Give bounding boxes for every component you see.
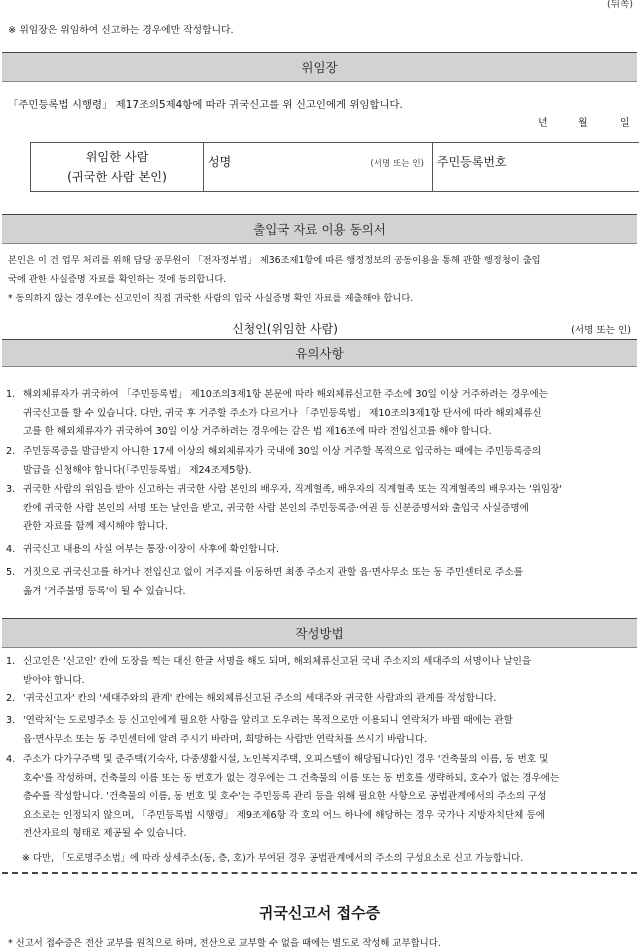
howto-item-3 [6,712,631,749]
consent-line-1: 본인은 이 건 업무 처리를 위해 담당 공무원이 「전자정부법」 제36조제1항에 따른 행정정보의 공동이용을 통해 관할 행정청이 출입 [8,252,631,269]
delegation-section-title [2,52,637,82]
note-item-3-line-2: 칸에 귀국한 사람 본인의 서명 또는 날인을 받고, 귀국한 사람 본인의 주민등록증·여권 등 신분증명서와 출입국 사실증명에 [23,500,631,519]
howto-section-title [2,618,637,648]
howto-item-2 [6,690,631,709]
howto-item-4-num: 4. [6,751,15,770]
delegation-statement: 「주민등록법 시행령」 제17조의5제4항에 따라 귀국신고를 위 신고인에게 위임합니다. [8,96,403,111]
note-item-3-line-1: 귀국한 사람의 위임을 받아 신고하는 귀국한 사람 본인의 배우자, 직계혈족, 배우자의 직계혈족 또는 직계혈족의 배우자는 '위임장' [23,481,631,500]
date-month: 월 [578,114,588,129]
howto-item-4-line-5: 전산자료의 형태로 제공될 수 있습니다. [23,825,631,844]
note-item-4-line-1: 귀국신고 내용의 사실 여부는 통장·이장이 사후에 확인합니다. [23,541,631,560]
applicant-sign-hint[interactable]: (서명 또는 인) [571,322,631,336]
howto-item-4-line-2: 호수'를 작성하며, 건축물의 이름 또는 동 번호가 없는 경우에는 그 건축물의 이름 또는 동 번호를 생략하되, 호수가 없는 경우에는 [23,770,631,789]
note-item-5 [6,564,631,601]
delegator-label-cell [31,143,204,192]
note-item-3-line-3: 관한 자료를 함께 제시해야 합니다. [23,518,631,537]
note-item-2-line-2: 발급을 신청해야 합니다(「주민등록법」 제24조제5항). [23,462,631,481]
delegator-name-cell[interactable] [204,143,433,192]
delegator-table [30,142,639,192]
consent-line-2: 국에 관한 사실증명 자료를 확인하는 것에 동의합니다. [8,271,631,288]
howto-item-4-line-4: 요소로는 인정되지 않으며, 「주민등록법 시행령」 제9조제6항 각 호의 어느 하나에 해당하는 경우 국가나 지방자치단체 등에 [23,807,631,826]
note-item-5-num: 5. [6,564,15,583]
id-label: 주민등록번호 [437,153,507,170]
note-item-1-num: 1. [6,386,15,405]
howto-item-2-num: 2. [6,690,15,709]
date-year: 년 [538,114,548,129]
howto-item-1-line-2: 받아야 합니다. [23,672,631,691]
howto-item-1-num: 1. [6,653,15,672]
consent-title: 출입국 자료 이용 동의서 [253,220,386,238]
note-item-3 [6,481,631,537]
howto-item-4-line-1: 주소가 다가구주택 및 준주택(기숙사, 다중생활시설, 노인복지주택, 오피스텔이 해당됩니다)인 경우 '건축물의 이름, 동 번호 및 [23,751,631,770]
cut-line [2,872,637,874]
howto-item-1-line-1: 신고인은 '신고인' 칸에 도장을 찍는 대신 한글 서명을 해도 되며, 해외체류신고된 국내 주소지의 세대주의 서명이나 날인을 [23,653,631,672]
date-day: 일 [620,114,630,129]
consent-section-title [2,214,637,244]
receipt-note: * 신고서 접수증은 전산 교부를 원칙으로 하며, 전산으로 교부할 수 없을 때에는 별도로 작성해 교부합니다. [8,935,441,949]
howto-title: 작성방법 [295,624,343,642]
delegator-id-cell[interactable] [433,143,639,192]
howto-item-3-num: 3. [6,712,15,731]
delegator-sublabel: (귀국한 사람 본인) [32,167,202,187]
signature-hint: (서명 또는 인) [370,157,424,169]
page-side-label: (뒤쪽) [607,0,633,10]
receipt-title: 귀국신고서 접수증 [0,902,639,923]
note-item-2 [6,443,631,480]
note-item-4 [6,541,631,560]
note-item-2-num: 2. [6,443,15,462]
delegation-title: 위임장 [301,58,337,76]
howto-item-3-line-1: '연락처'는 도로명주소 등 신고인에게 필요한 사항을 알리고 도우려는 목적으로만 이용되니 연락처가 바뀔 때에는 관할 [23,712,631,731]
consent-line-3: * 동의하지 않는 경우에는 신고인이 직접 귀국한 사람의 입국 사실증명 확인 자료를 제출해야 합니다. [8,290,631,307]
note-item-1-line-1: 해외체류자가 귀국하여 「주민등록법」 제10조의3제1항 본문에 따라 해외체류신고한 주소에 30일 이상 거주하려는 경우에는 [23,386,631,405]
note-item-1 [6,386,631,442]
howto-item-4-line-3: 층수를 작성합니다. '건축물의 이름, 동 번호 및 호수'는 주민등록 관리 등을 위해 필요한 사항으로 공법관계에서의 주소의 구성 [23,788,631,807]
note-item-4-num: 4. [6,541,15,560]
howto-item-2-line-1: '귀국신고자' 칸의 '세대주와의 관계' 칸에는 해외체류신고된 주소의 세대주와 귀국한 사람과의 관계를 작성합니다. [23,690,631,709]
delegator-label: 위임한 사람 [32,147,202,167]
delegation-note: ※ 위임장은 위임하여 신고하는 경우에만 작성합니다. [8,22,234,36]
note-item-5-line-1: 거짓으로 귀국신고를 하거나 전입신고 없이 거주지를 이동하면 최종 주소지 관할 읍·면사무소 또는 동 주민센터로 주소를 [23,564,631,583]
name-label: 성명 [208,153,231,170]
howto-item-4 [6,751,631,844]
notes-section-title [2,339,637,367]
notes-title: 유의사항 [295,344,343,362]
howto-footnote: ※ 다만, 「도로명주소법」에 따라 상세주소(동, 층, 호)가 부여된 경우 공법관계에서의 주소의 구성요소로 신고 가능합니다. [22,850,523,864]
note-item-1-line-2: 귀국신고를 할 수 있습니다. 다만, 귀국 후 거주할 주소가 다르거나 「주민등록법」 제10조의3제1항 단서에 따라 해외체류신 [23,405,631,424]
applicant-label: 신청인(위임한 사람) [232,320,338,337]
note-item-2-line-1: 주민등록증을 발급받지 아니한 17세 이상의 해외체류자가 국내에 30일 이상 거주할 목적으로 입국하는 때에는 주민등록증의 [23,443,631,462]
note-item-3-num: 3. [6,481,15,500]
note-item-5-line-2: 옮겨 '거주불명 등록'이 될 수 있습니다. [23,583,631,602]
howto-item-1 [6,653,631,690]
howto-item-3-line-2: 읍·면사무소 또는 동 주민센터에 알려 주시기 바라며, 희망하는 사람만 연락처를 쓰시기 바랍니다. [23,731,631,750]
note-item-1-line-3: 고를 한 해외체류자가 귀국하여 30일 이상 거주하려는 경우에는 같은 법 제16조에 따라 전입신고를 해야 합니다. [23,423,631,442]
